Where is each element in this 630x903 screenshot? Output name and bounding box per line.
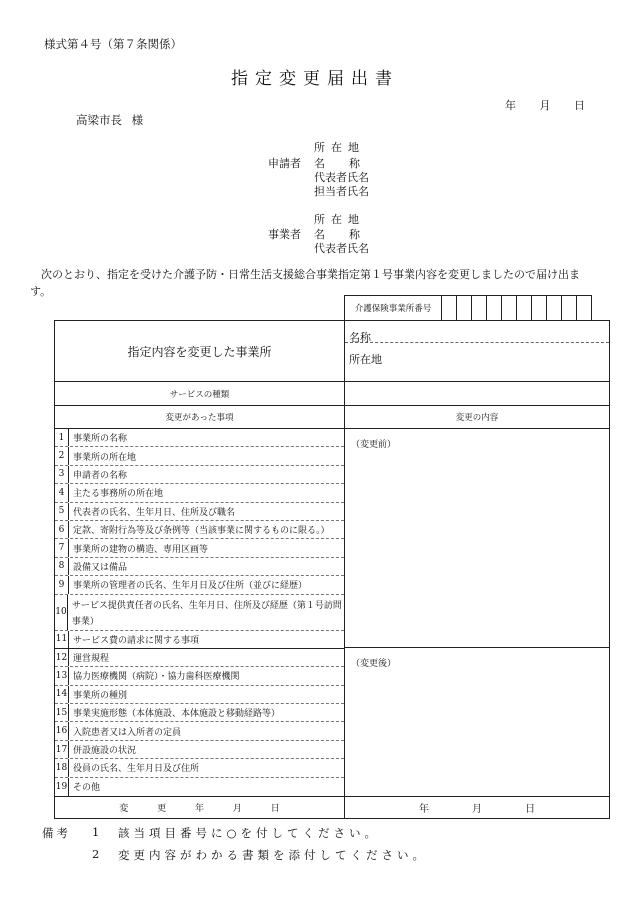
item-text: 設備又は備品 [73, 562, 128, 573]
applicant-rep-label: 代表者氏名 [314, 171, 369, 184]
change-date-label: 変 更 年 月 日 [55, 797, 345, 818]
change-date-field[interactable]: 年 月 日 [418, 804, 536, 816]
item-number: 13 [55, 667, 69, 684]
applicant-role-label: 申請者 [268, 157, 301, 170]
insurance-number-digit[interactable] [532, 296, 547, 320]
item-text: 主たる事務所の所在地 [73, 489, 164, 500]
item-number: 17 [55, 741, 69, 758]
applicant-address-label: 所在地 [314, 141, 365, 154]
item-text: 代表者の氏名、生年月日、住所及び職名 [73, 507, 236, 518]
item-text: 入院患者又は入所者の定員 [73, 727, 182, 738]
intro-text: 次のとおり、指定を受けた介護予防・日常生活支援総合事業指定第１号事業内容を変更しましたので届け出ます。 [30, 268, 580, 298]
insurance-number-digit[interactable] [442, 296, 457, 320]
office-address-field[interactable]: 所在地 [349, 353, 382, 366]
item-text: 併設施設の状況 [73, 746, 137, 757]
business-rep-label: 代表者氏名 [314, 242, 369, 255]
item-number: 4 [55, 484, 69, 501]
item-text: 事業所の建物の構造、専用区画等 [73, 544, 209, 555]
item-text: 事業所の管理者の氏名、生年月日及び住所（並びに経歴） [73, 581, 308, 592]
applicant-name-label: 名称 [314, 157, 384, 170]
insurance-number-digit[interactable] [472, 296, 487, 320]
item-text: サービス提供責任者の氏名、生年月日、住所及び経歴（第１号訪問事業） [71, 600, 342, 627]
item-text: 事業所の所在地 [73, 452, 137, 463]
insurance-number-label: 介護保険事業所番号 [345, 296, 442, 320]
applicant-contact-label: 担当者氏名 [314, 185, 369, 198]
change-after-field[interactable]: （変更後） [351, 659, 397, 669]
insurance-number-digit[interactable] [457, 296, 472, 320]
note-text: 該当項目番号に○を付してください。 [118, 826, 381, 840]
item-text: 定款、寄附行為等及び条例等（当該事業に関するものに限る。） [73, 526, 330, 537]
change-content-header: 変更の内容 [455, 413, 499, 423]
changed-items-list [55, 429, 345, 796]
insurance-number-digit[interactable] [577, 296, 591, 320]
page-title: 指定変更届出書 [231, 69, 399, 89]
item-text: 事業所の種別 [73, 690, 128, 701]
business-role-label: 事業者 [268, 228, 301, 241]
item-number: 7 [55, 539, 69, 556]
insurance-number-digit[interactable] [487, 296, 502, 320]
item-number: 16 [55, 722, 69, 739]
item-number: 12 [55, 649, 69, 666]
item-text: サービス費の請求に関する事項 [73, 635, 200, 646]
item-number: 8 [55, 558, 69, 575]
item-number: 6 [55, 521, 69, 538]
changed-items-header: 変更があった事項 [55, 406, 345, 428]
item-number: 2 [55, 447, 69, 464]
item-number: 19 [55, 778, 69, 796]
insurance-number-box [344, 295, 592, 321]
notes-label: 備考 [42, 826, 71, 840]
note-number: 2 [92, 847, 100, 861]
item-number: 11 [55, 631, 69, 648]
change-before-field[interactable]: （変更前） [345, 429, 609, 648]
item-text: 事業所の名称 [73, 434, 128, 445]
item-number: 5 [55, 503, 69, 520]
changed-office-label: 指定内容を変更した事業所 [55, 321, 345, 381]
item-text: 役員の氏名、生年月日及び住所 [73, 764, 200, 775]
item-number: 3 [55, 466, 69, 483]
note-text: 変更内容がわかる書類を添付してください。 [118, 848, 428, 862]
business-name-label: 名称 [314, 228, 384, 241]
insurance-number-digit[interactable] [547, 296, 562, 320]
form-code: 様式第４号（第７条関係） [44, 37, 182, 51]
item-number: 9 [55, 576, 69, 593]
insurance-number-digit[interactable] [562, 296, 577, 320]
item-text: 申請者の名称 [73, 470, 128, 481]
service-type-field[interactable] [345, 382, 609, 405]
item-text: 協力医療機関（病院）・協力歯科医療機関 [73, 672, 240, 683]
addressee: 高梁市長 様 [76, 113, 144, 127]
item-number: 15 [55, 704, 69, 721]
note-number: 1 [92, 825, 100, 839]
item-text: 運営規程 [73, 654, 110, 665]
item-number: 14 [55, 686, 69, 703]
item-number: 10 [55, 595, 68, 630]
service-type-label: サービスの種類 [55, 382, 345, 405]
change-notification-table [54, 320, 610, 819]
item-text: 事業実施形態（本体施設、本体施設と移動経路等） [73, 709, 281, 720]
item-number: 18 [55, 759, 69, 776]
insurance-number-digit[interactable] [517, 296, 532, 320]
insurance-number-digit[interactable] [502, 296, 517, 320]
office-name-field[interactable]: 名称 [345, 321, 609, 343]
submission-date: 年 月 日 [505, 99, 585, 112]
item-text: その他 [73, 783, 101, 794]
business-address-label: 所在地 [314, 213, 365, 226]
item-number: 1 [55, 429, 69, 446]
